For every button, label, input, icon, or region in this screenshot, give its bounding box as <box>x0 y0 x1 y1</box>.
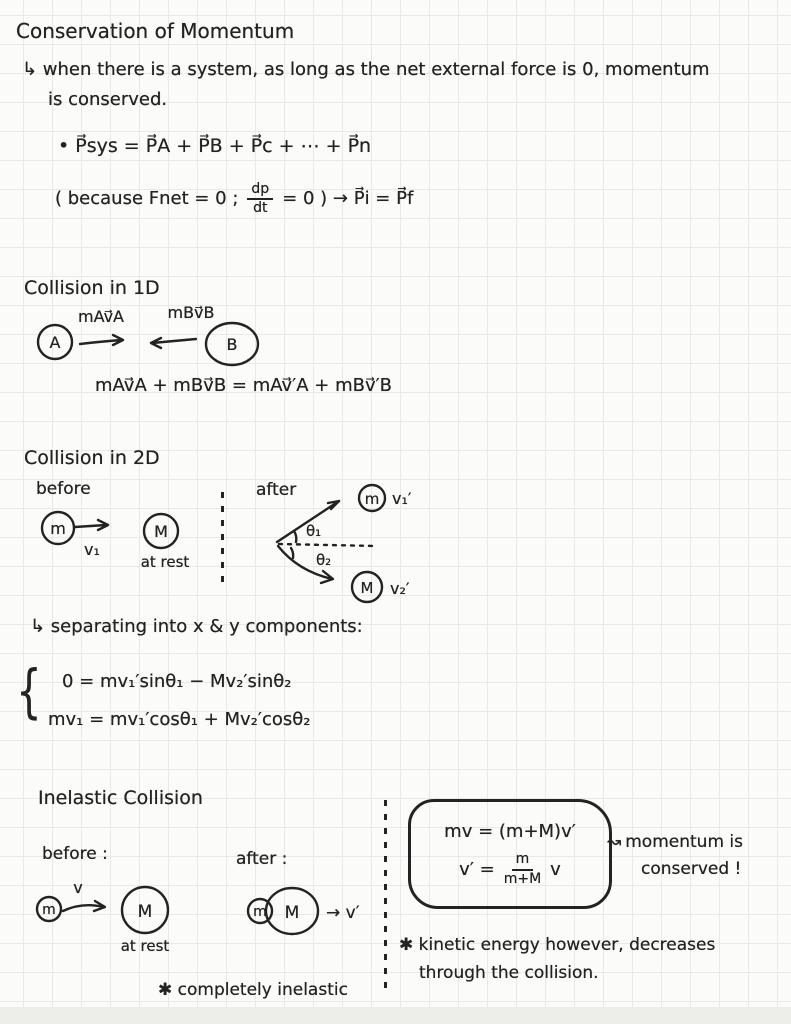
section-divider-dashed <box>221 492 224 582</box>
v1-label: v₁ <box>84 540 100 559</box>
momentum-sum-equation: • P⃗sys = P⃗A + P⃗B + P⃗c + ⋯ + P⃗n <box>58 135 372 157</box>
fraction-numerator: m <box>512 852 534 870</box>
separating-line: ↳ separating into x & y components: <box>30 616 363 637</box>
velocity-arrow-icon <box>75 525 106 527</box>
squiggle-arrow-icon: ↝ <box>607 832 622 852</box>
ball-a-label: A <box>49 333 61 352</box>
big-ball-M-label: M <box>137 902 153 922</box>
y-component-equation: mv₁ = mv₁′cosθ₁ + Mv₂′cosθ₂ <box>48 709 311 730</box>
kinetic-energy-note-line1: ✱ kinetic energy however, decreases <box>399 935 716 955</box>
intro-line-2: is conserved. <box>48 89 168 110</box>
collision-2d-after-diagram <box>248 478 463 613</box>
mbvb-label: mBv⃗B <box>167 303 215 322</box>
after-ball-m-label: m <box>364 490 380 508</box>
small-ball-m-label: m <box>42 902 56 918</box>
theta2-arc-icon <box>291 548 293 558</box>
because-prefix: ( because Fnet = 0 ; <box>55 188 239 210</box>
section-divider-dashed-2 <box>384 800 387 992</box>
ball-M-label: M <box>154 522 168 541</box>
momentum-conserved-note <box>607 833 743 853</box>
before-label-inelastic: before : <box>42 844 108 864</box>
v1-prime-label: v₁′ <box>392 489 412 508</box>
theta1-label: θ₁ <box>306 522 322 540</box>
fraction-numerator: dp <box>247 182 273 200</box>
v-label: v <box>73 878 83 897</box>
after-velocity-label: → v′ <box>326 903 360 923</box>
x-component-equation: 0 = mv₁′sinθ₁ − Mv₂′sinθ₂ <box>62 671 292 692</box>
dp-dt-fraction <box>247 182 273 217</box>
momentum-equation-box <box>408 799 612 909</box>
box-equation-2 <box>459 852 561 887</box>
momentum-note-line2: conserved ! <box>641 859 742 879</box>
momentum-note-line1: momentum is <box>625 832 743 852</box>
collision-2d-before-diagram <box>30 495 245 580</box>
fraction-denominator: m+M <box>503 870 542 887</box>
before-label-2d: before <box>36 479 91 499</box>
collision-1d-equation: mAv⃗A + mBv⃗B = mAv⃗′A + mBv⃗′B <box>95 375 393 396</box>
intro-line-1: ↳ when there is a system, as long as the net external force is 0, momentum <box>22 59 710 80</box>
after-ball-M-label: M <box>360 579 374 597</box>
stuck-ball-M-label: M <box>284 903 300 923</box>
theta2-label: θ₂ <box>316 551 332 569</box>
box-equation-1: mv = (m+M)v′ <box>444 821 576 843</box>
system-brace: { <box>16 657 42 725</box>
after-label-2d: after <box>256 480 297 500</box>
heading-collision-2d: Collision in 2D <box>24 447 160 469</box>
box-eq2-lhs: v′ = <box>459 859 495 880</box>
mava-label: mAv⃗A <box>77 307 125 326</box>
at-rest-label: at rest <box>140 553 190 571</box>
v2-prime-label: v₂′ <box>390 579 410 598</box>
fraction-denominator: dt <box>253 200 268 217</box>
inelastic-after-diagram <box>240 884 390 940</box>
heading-inelastic: Inelastic Collision <box>38 787 203 809</box>
because-suffix: = 0 ) → P⃗i = P⃗f <box>282 188 414 210</box>
completely-inelastic-note: ✱ completely inelastic <box>158 980 348 1000</box>
page-bottom-edge <box>0 1007 791 1024</box>
heading-collision-1d: Collision in 1D <box>24 277 160 299</box>
ball-m-label: m <box>50 519 66 538</box>
after-label-inelastic: after : <box>236 849 288 869</box>
at-rest-label: at rest <box>120 937 170 955</box>
dotted-axis-icon <box>279 544 376 546</box>
kinetic-energy-note-line2: through the collision. <box>419 963 599 983</box>
m-over-m-plus-M-fraction <box>504 852 541 887</box>
collision-1d-diagram <box>28 298 278 378</box>
inelastic-before-diagram <box>34 876 249 961</box>
page-title: Conservation of Momentum <box>16 19 295 43</box>
stuck-ball-m-label: m <box>253 904 267 920</box>
ball-b-label: B <box>226 335 238 354</box>
theta1-arc-icon <box>294 531 296 542</box>
box-eq2-rhs: v <box>550 859 561 880</box>
because-equation <box>55 182 413 217</box>
